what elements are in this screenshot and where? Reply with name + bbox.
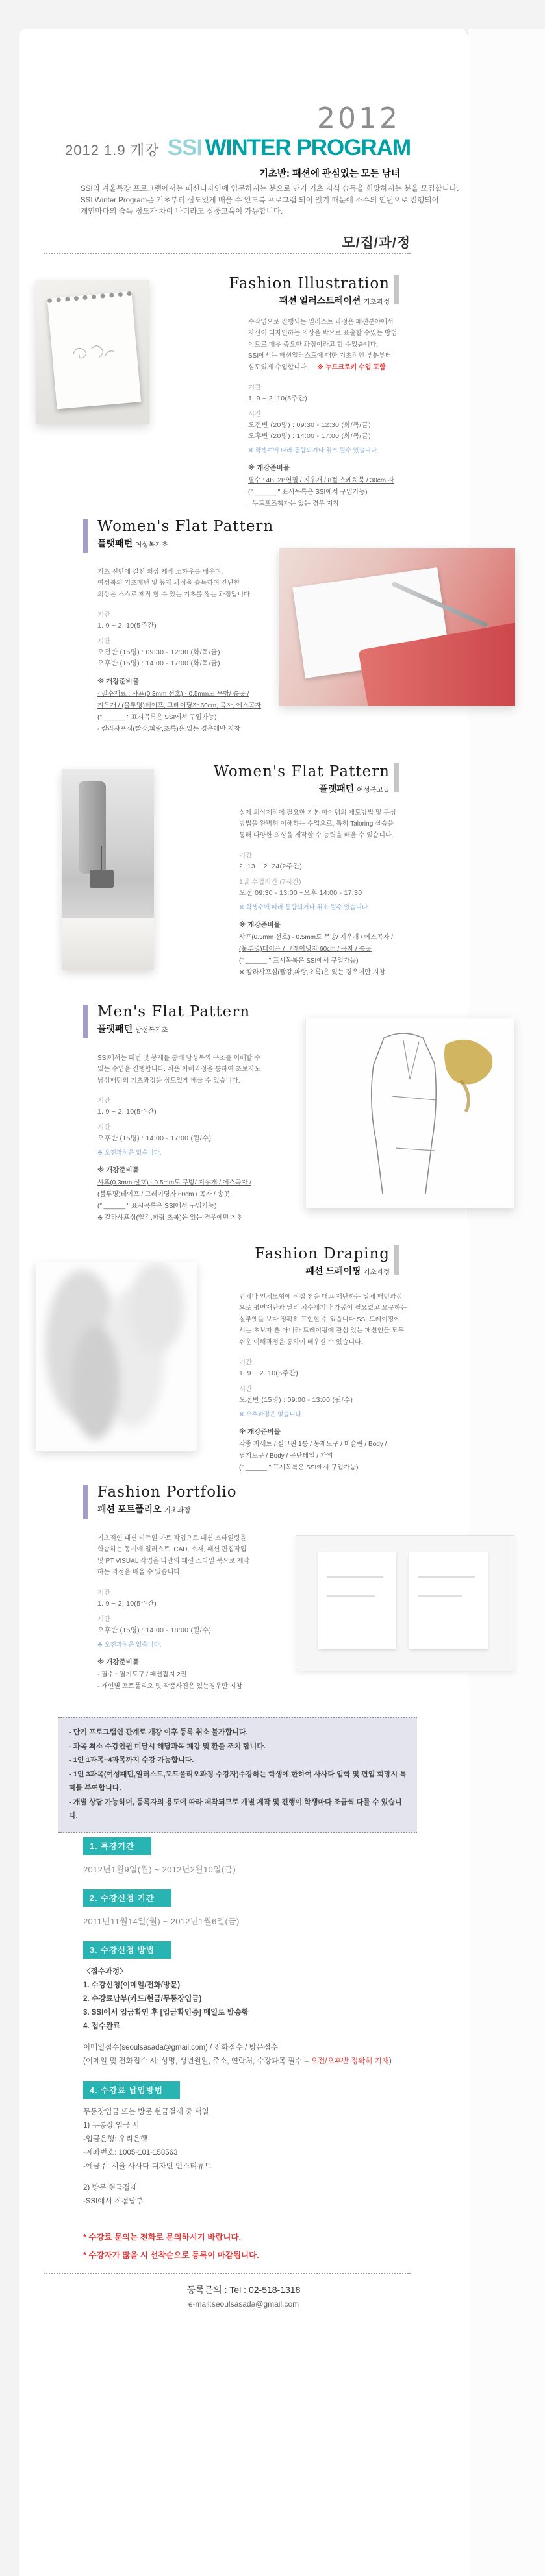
course-info-value: 1. 9 ~ 2. 10(5주간): [97, 622, 157, 630]
course-info-value: 1. 9 ~ 2. 10(5주간): [97, 1599, 157, 1608]
course-title-en: Men's Flat Pattern: [97, 1003, 251, 1020]
portfolio-course-photo: [296, 1535, 514, 1671]
course-info-matu: 필수 : 4B, 2B연필 / 지우개 / 8절 스케치북 / 30cm 자: [248, 477, 394, 485]
course-info-mat: (" ______ " 표시목록은 SSI에서 구입가능): [239, 1464, 359, 1472]
course-info-mat: (" ______ " 표시목록은 SSI에서 구입가능): [248, 489, 368, 497]
text-line: * 수강료 문의는 전화로 문의하시기 바랍니다.: [83, 2233, 242, 2242]
course-title-en: Fashion Illustration: [229, 275, 390, 292]
course-info-mat: ※ 칼라샤프심(빨강,파랑,초록)은 있는 경우에만 지참: [239, 969, 385, 977]
course-desc-line: 및 PT VISUAL 작업을 나만의 패션 스타일 북으로 제작: [97, 1557, 250, 1565]
year-headline: 2012: [317, 102, 400, 135]
target-audience: 기초반: 패션에 관심있는 모든 남녀: [259, 169, 400, 179]
course-info-blue: ※ 오전과정은 없습니다.: [97, 1149, 162, 1157]
course-title-block: [195, 1245, 390, 1277]
presser-foot-art: [90, 870, 114, 888]
course-info-matu: - 필수재료 : 샤프(0.3mm 선호) - 0.5mm도 무방/ 송곳 /: [97, 691, 249, 698]
course-accent-bar: [83, 1485, 88, 1519]
guide-lines: [83, 1863, 457, 1876]
course-desc-line: 실제 의상제작에 필요한 기본 아이템의 제도방법 및 구성: [239, 809, 396, 816]
course-info-value: 오후반 (15명) : 14:00 - 17:00 (월/수): [97, 1135, 212, 1143]
guide-line: [83, 2033, 457, 2041]
course-info-value: 1. 9 ~ 2. 10(5주간): [97, 1108, 157, 1116]
course-desc-line: 기초적인 패션 비쥬얼 아트 작업으로 패션 스타일링을: [97, 1535, 247, 1542]
course-info-mat: 필기도구 / Body / 공단테일 / 가위: [239, 1453, 333, 1460]
text-line: - 1인 1과목~4과목까지 수강 가능합니다.: [69, 1756, 194, 1764]
guide-line: 〈접수과정〉: [83, 1968, 127, 1976]
course-info-mat: · 누드포즈책자는 있는 경우 지참: [248, 500, 340, 508]
course-title-en: Women's Flat Pattern: [97, 518, 274, 535]
course-desc-line: 심도있게 수업합니다. ※ 누드크로키 수업 포함: [248, 363, 386, 371]
guide-red-emphasis: 오전/오후반 정확히 기재: [311, 2057, 389, 2065]
portfolio-page-art: [409, 1552, 488, 1649]
course-accent-bar: [83, 519, 88, 553]
course-accent-bar: [394, 1245, 399, 1275]
course-desc-line: 수작업으로 진행되는 일러스트 과정은 패션분야에서: [248, 319, 394, 326]
course-info-blue: ※ 학생수에 따라 통합되거나 취소 될수 있습니다.: [239, 904, 370, 912]
course-desc-line: 으로 평면재단과 달리 치수재기나 가봉이 필요없고 요구하는: [239, 1305, 407, 1312]
course-info: [248, 382, 398, 508]
course-desc-line: 기초 전반에 걸친 의상 제작 노하우를 배우며,: [97, 569, 223, 576]
footer-divider: [44, 2273, 411, 2274]
course-desc-line: 학습하는 동시에 일러스트, CAD, 소재, 패션 편집작업: [97, 1546, 247, 1554]
course-info-label: 기간: [97, 611, 111, 619]
guide-lines: [83, 2105, 457, 2209]
course-accent-bar: [394, 275, 399, 304]
course-body: [248, 317, 398, 508]
course-title-block: [97, 1484, 370, 1515]
course-info-matu: 각종 자세트 / 실크핀 1통 / 봉제도구 / 머슬린 / Body /: [239, 1441, 387, 1449]
portfolio-line-art: [327, 1576, 383, 1578]
course-info-value: 오전반 (20명) : 09:30 - 12:30 (화/목/금): [248, 421, 371, 430]
course-info-matb: ※ 개강준비물: [97, 678, 139, 686]
course-desc-line: 이므로 매우 중요한 과정이라고 할 수있습니다.: [248, 341, 379, 349]
draping-course-photo: [36, 1262, 197, 1451]
guide-line: 2011년11월14일(월) ~ 2012년1월6일(금): [83, 1917, 240, 1926]
guide-line: 2) 방문 현금결제: [83, 2184, 138, 2192]
guide-line: 4. 접수완료: [83, 2022, 121, 2030]
course-desc-line: 통해 다양한 의상을 제작할 수 능력을 배울 수 있습니다.: [239, 831, 394, 839]
mens-course-photo: [305, 1018, 514, 1208]
course-body: [97, 1533, 318, 1690]
course-desc-red-note: ※ 누드크로키 수업 포함: [317, 363, 386, 371]
course-title-block: [97, 518, 370, 550]
guide-line: -계좌번호: 1005-101-158563: [83, 2149, 178, 2157]
course-accent-bar: [394, 763, 399, 792]
portfolio-line-art: [327, 1595, 375, 1597]
course-body: [239, 807, 398, 976]
course-title-block: [195, 763, 390, 795]
course-description: [97, 1053, 315, 1086]
course-desc-line: 방법을 완벽히 이해하는 수업으로, 특히 Taloring 실습을: [239, 820, 394, 828]
course-desc-line: 실루엣을 보다 정확히 표현할 수 있습니다.SSI 드레이핑에: [239, 1316, 401, 1323]
course-info-mat: ※ 칼라샤프심(빨강,파랑,초록)은 있는 경우에만 지참: [97, 1214, 244, 1222]
course-desc-line: 의상은 스스로 제작 할 수 있는 기초를 쌓는 과정입니다.: [97, 591, 252, 598]
course-subtitle: 플랫패턴 여성복기초: [97, 538, 168, 548]
cloth-art: [62, 918, 154, 970]
course-info-value: 오전반 (15명) : 09:00 - 13:00 (월/수): [239, 1396, 353, 1405]
course-info-label: 시간: [239, 1385, 253, 1393]
text-line: SSI Winter Program은 기초부터 심도있게 배울 수 있도록 프로그램 되어 있기 때문에 소수의 인원으로 진행되어: [81, 196, 439, 204]
text-line: - 1인 3과목(여성패턴,일러스트,포트폴리오과정 수강자)수강하는 학생에 한하여 사사다 입학 및 편입 희망시 특혜를 부여합니다.: [69, 1770, 407, 1792]
course-info-mat: - 칼라샤프심(빨강,파랑,초록)은 있는 경우에만 지참: [97, 726, 240, 733]
course-title-block: [195, 275, 390, 307]
guide-line: 1. 수강신청(이메일/전화/방문): [83, 1981, 181, 1989]
drape-fold-art: [71, 1327, 120, 1440]
guide-badge-signup-period: 2. 수강신청 기간: [83, 1889, 171, 1907]
course-info: [239, 850, 398, 976]
guide-badge-period: 1. 특강기간: [83, 1837, 151, 1855]
guide-line: 무통장입금 또는 방문 현금결제 중 택일: [83, 2108, 209, 2116]
course-info-label: 기간: [248, 384, 262, 392]
course-subtitle: 패션 포트폴리오 기초과정: [97, 1504, 191, 1514]
text-line: * 수강자가 많을 시 선착순으로 등록이 마감됩니다.: [83, 2251, 259, 2260]
course-info-mat: - 필수 : 필기도구 / 패션잡지 2권: [97, 1671, 187, 1678]
course-info-matb: ※ 개강준비물: [239, 1428, 281, 1436]
course-info-mat: - 개인별 포트폴리오 및 작품사진은 있는경우만 지참: [97, 1682, 242, 1690]
course-info-matu: (불투명)테이프 / 그레이딩자 60cm / 곡자 / 송곳: [239, 946, 372, 953]
program-title: [65, 135, 411, 166]
course-subtitle: 패션 드레이핑 기초과정: [305, 1266, 390, 1276]
course-title-en: Fashion Portfolio: [97, 1484, 237, 1501]
course-desc-line: 있는 수업을 진행합니다. 쉬운 이해과정을 통하여 초보자도: [97, 1066, 261, 1073]
womens-basic-course-photo: [279, 548, 515, 706]
guide-line: 1) 무통장 입금 시: [83, 2122, 140, 2129]
course-info-label: 시간: [97, 1615, 111, 1623]
course-body: [97, 1053, 315, 1221]
course-subtitle: 플랫패턴 남성복기초: [97, 1024, 168, 1034]
intro-paragraph: [81, 184, 459, 218]
course-title-en: Fashion Draping: [255, 1245, 390, 1262]
course-desc-line: 하는 과정을 배울 수 있습니다.: [97, 1569, 182, 1576]
course-info-matu: (불투명)테이프 / 그레이딩자 60cm / 곡자 / 송곳: [97, 1191, 230, 1199]
guide-line: -입금은행: 우리은행: [83, 2135, 148, 2143]
course-desc-line: 자신이 디자인하는 의상을 밖으로 표출할 수있는 방법: [248, 330, 398, 337]
course-info-matu: 지우개 / (불투명)테이프, 그레이딩자 60cm, 곡자, 에스곡자: [97, 702, 262, 710]
contact-email: e-mail:seoulsasada@gmail.com: [188, 2300, 299, 2309]
course-info-mat: (" ______ " 표시목록은 SSI에서 구입가능): [97, 1203, 217, 1210]
course-info-value: 오후반 (15명) : 14:00 - 18:00 (월/수): [97, 1626, 212, 1634]
course-info-label: 1일 수업시간 (7시간): [239, 878, 301, 887]
course-desc-line: 남성패턴의 기초과정을 심도있게 배울 수 있습니다.: [97, 1077, 240, 1085]
footer-contact-block: [19, 2283, 468, 2309]
course-info-value: 1. 9 ~ 2. 10(5주간): [239, 1369, 299, 1378]
course-info-label: 시간: [97, 1123, 111, 1132]
red-footnotes: [83, 2228, 457, 2264]
course-info-label: 기간: [239, 1358, 253, 1367]
course-info-value: 2. 13 ~ 2. 24(2주간): [239, 863, 303, 871]
ssi-logo-text: SSI: [167, 135, 203, 160]
illustration-course-photo: [36, 280, 149, 424]
portfolio-line-art: [418, 1576, 475, 1578]
course-info-blue: ※ 학생수에 따라 통합되거나 취소 될수 있습니다.: [248, 447, 379, 455]
winter-program-text: WINTER PROGRAM: [205, 135, 411, 160]
course-subtitle: 플랫패턴 여성복고급: [319, 783, 390, 794]
contact-phone: 등록문의 : Tel : 02-518-1318: [186, 2285, 301, 2295]
open-date: 2012 1.9 개강: [65, 142, 160, 158]
text-line: - 개별 상담 가능하며, 등록자의 용도에 따라 제작되므로 개별 제작 및 진행이 학생마다 조금씩 다를 수 있습니다.: [69, 1798, 402, 1820]
text-line: 개인마다의 습득 정도가 차이 나더라도 집중교육이 가능합니다.: [81, 208, 283, 215]
guide-badge-payment: 4. 수강료 납입방법: [83, 2081, 180, 2099]
guide-badge-signup-method: 3. 수강신청 방법: [83, 1941, 171, 1959]
guide-lines: [83, 1915, 457, 1928]
text-line: - 단기 프로그램인 관계로 개강 이후 등록 취소 불가합니다.: [69, 1728, 248, 1736]
course-desc-line: 서는 초보자 뿐 아니라 드레이핑에 관심 있는 패션인들 모두: [239, 1327, 405, 1335]
course-title-en: Women's Flat Pattern: [213, 763, 390, 780]
course-info-matb: ※ 개강준비물: [97, 1166, 139, 1175]
sewing-machine-art: [79, 781, 107, 874]
guide-line: 3. SSI에서 입금확인 후 [입금확인증] 메일로 발송함: [83, 2009, 249, 2017]
guide-line: -예금주: 서울 사사다 디자인 인스티튜트: [83, 2163, 212, 2170]
course-info-value: 오후반 (20명) : 14:00 - 17:00 (화/목/금): [248, 432, 371, 441]
guide-lines: [83, 1965, 457, 2068]
course-accent-bar: [83, 1005, 88, 1038]
portfolio-page-art: [318, 1552, 397, 1649]
course-info-label: 기간: [239, 852, 253, 860]
course-info: [97, 1096, 315, 1221]
course-desc-line: SSI에서는 패턴 및 봉제를 통해 남성복의 구조를 이해할 수: [97, 1055, 260, 1062]
course-info-value: 오전반 (15명) : 09:30 - 12:30 (화/목/금): [97, 648, 220, 657]
suit-sketch-art: [306, 1018, 514, 1208]
course-info-matb: ※ 개강준비물: [239, 921, 281, 929]
course-info: [239, 1357, 401, 1471]
recruit-heading: 모/집/과/정: [342, 236, 411, 251]
course-subtitle: 패션 일러스트레이션 기초과정: [279, 295, 390, 306]
guide-line: (이메일 및 전화접수 시: 성명, 생년월일, 주소, 연락처, 수강과목 필수 – 오전/오후반 정확히 기재): [83, 2057, 392, 2065]
guide-line: 이메일접수(seoulsasada@gmail.com) / 전화접수 / 방문접수: [83, 2044, 278, 2052]
text-line: SSI의 겨울특강 프로그램에서는 패션디자인에 입문하시는 분으로 단기 기초 지식 습득을 희망하시는 분을 모집합니다.: [81, 185, 459, 193]
course-description: [248, 317, 398, 373]
guide-line: 2. 수강료납부(카드/현금/무통장입금): [83, 1995, 202, 2003]
course-info-matu: 샤프(0.3mm 선호) - 0.5mm도 무방/ 지우개 / 에스곡자 /: [239, 934, 393, 942]
womens-adv-course-photo: [62, 769, 154, 970]
course-info-matb: ※ 개강준비물: [97, 1658, 139, 1666]
course-desc-line: 인체나 인체모형에 직접 천을 대고 재단하는 입체 패턴과정: [239, 1294, 403, 1301]
right-margin-zone: [468, 29, 545, 2576]
guide-line: 2012년1월9일(월) ~ 2012년2월10일(금): [83, 1865, 236, 1874]
guide-line: -SSI에서 직접납부: [83, 2198, 144, 2205]
course-info-matu: 샤프(0.3mm 선호) - 0.5mm도 무방/ 지우개 / 에스곡자 /: [97, 1179, 251, 1187]
sketchbook-art: [47, 291, 140, 410]
course-desc-line: 여성복의 기초패턴 및 봉제 과정을 습득하여 간단한: [97, 580, 240, 587]
guide-line: [83, 2174, 457, 2181]
course-info-value: 오전 09:30 - 13:00 ~오후 14:00 - 17:30: [239, 889, 362, 898]
recruit-divider: [44, 253, 411, 254]
course-info-label: 시간: [248, 410, 262, 419]
course-desc-line: 쉬운 이해과정을 통하여 배우실 수 있습니다.: [239, 1338, 363, 1346]
drape-fold-art: [129, 1262, 184, 1353]
course-description: [239, 1292, 407, 1348]
course-info-matb: ※ 개강준비물: [248, 464, 290, 472]
program-notice-box: [58, 1717, 417, 1833]
course-info-value: 1. 9 ~ 2. 10(5주간): [248, 395, 308, 403]
course-description: [239, 807, 398, 841]
registration-guide: [83, 1815, 457, 2264]
course-info-blue: ※ 오전과정은 없습니다.: [97, 1641, 162, 1649]
course-body: [239, 1292, 407, 1472]
course-desc-line: SSI에서는 패션일러스트에 대한 기초적인 부분부터: [248, 352, 392, 360]
course-info-value: 오후반 (15명) : 14:00 - 17:00 (화/목/금): [97, 659, 220, 668]
course-info-label: 시간: [97, 637, 111, 646]
course-info-mat: (" ______ " 표시목록은 SSI에서 구입가능): [97, 714, 217, 722]
course-info-blue: ※ 오후과정은 없습니다.: [239, 1411, 303, 1419]
course-info-mat: (" ______ " 표시목록은 SSI에서 구입가능): [239, 957, 359, 965]
course-info: [97, 1588, 318, 1690]
course-description: [97, 1533, 318, 1578]
course-info-label: 기간: [97, 1097, 111, 1105]
portfolio-line-art: [418, 1595, 462, 1597]
course-info-label: 기간: [97, 1588, 111, 1597]
text-line: - 과목 최소 수강인원 미달시 해당과목 폐강 및 환불 조치 합니다.: [69, 1742, 266, 1750]
